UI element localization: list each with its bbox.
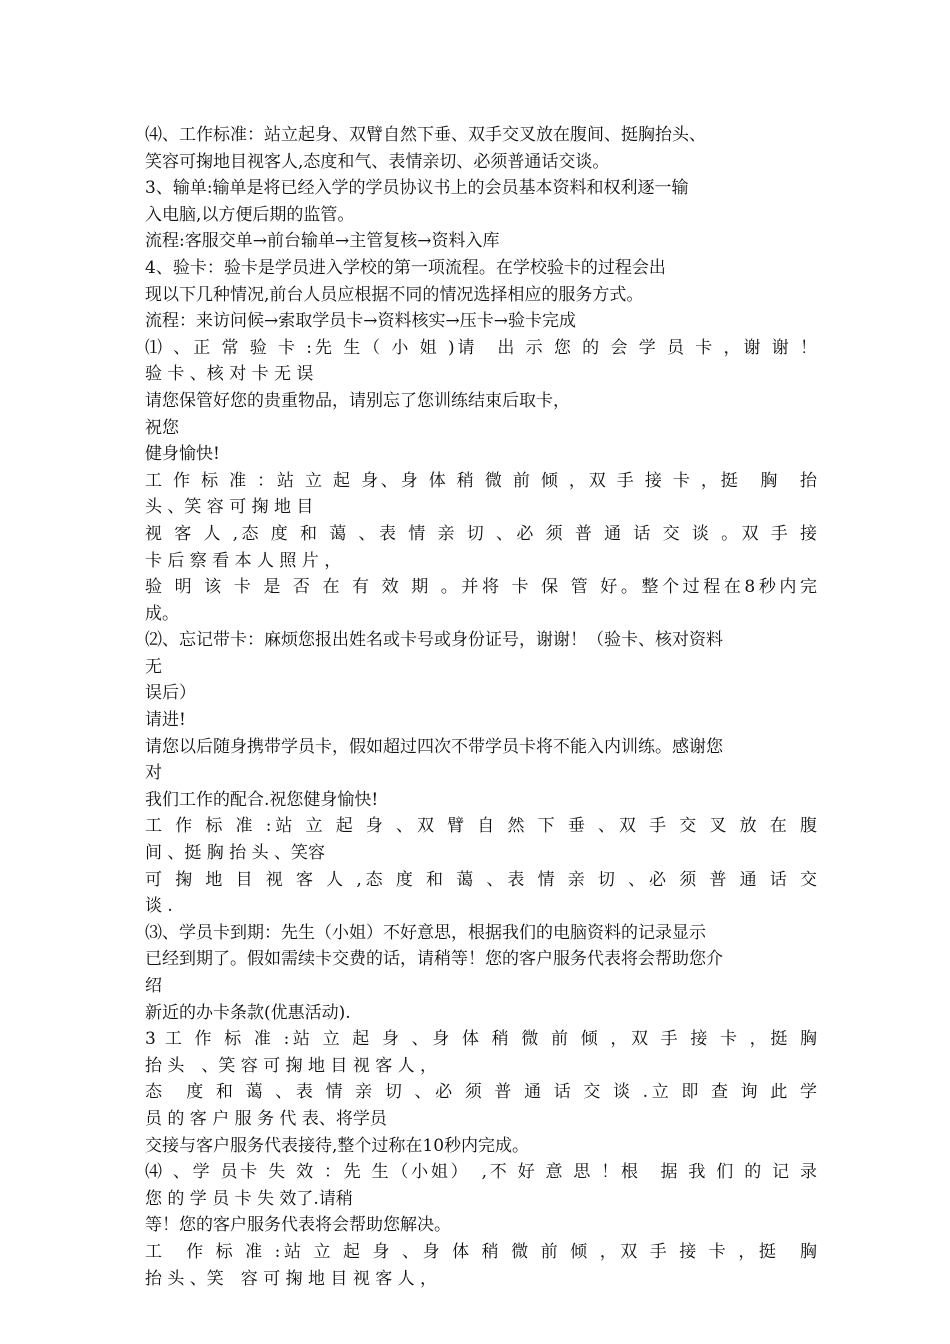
text-line: 流程:客服交单→前台输单→主管复核→资料入库 bbox=[145, 231, 500, 252]
text-line: 3、输单:输单是将已经入学的学员协议书上的会员基本资料和权利逐一输 bbox=[145, 178, 689, 199]
text-line: 验 明 该 卡 是 否 在 有 效 期 。并将 卡 保 管 好。整个过程在8秒内完 bbox=[145, 577, 817, 598]
text-line: 请您以后随身携带学员卡，假如超过四次不带学员卡将不能入内训练。感谢您 bbox=[145, 736, 723, 757]
text-line: 我们工作的配合.祝您健身愉快! bbox=[145, 789, 379, 810]
text-line: 头 、笑 容 可 掬 地 目 bbox=[145, 497, 314, 518]
text-line: 健身愉快! bbox=[145, 444, 220, 465]
text-line: 现以下几种情况,前台人员应根据不同的情况选择相应的服务方式。 bbox=[145, 284, 644, 305]
text-line: 您 的 学 员 卡 失 效了.请稍 bbox=[145, 1188, 353, 1209]
text-line: 抬 头 、笑 容 可 掬 地 目 视 客 人 ， bbox=[145, 1268, 438, 1289]
text-line: 请您保管好您的贵重物品，请别忘了您训练结束后取卡， bbox=[145, 390, 570, 411]
text-line: 验 卡 、核 对 卡 无 误 bbox=[145, 364, 314, 385]
text-line: 可 掬 地 目 视 客 人 ,态 度 和 蔼 、表 情 亲 切 、必 须 普 通 话 交 bbox=[145, 869, 817, 890]
text-line: 请进! bbox=[145, 710, 186, 731]
text-line: 成。 bbox=[145, 603, 179, 624]
text-line: 谈 . bbox=[145, 896, 173, 917]
document-body bbox=[145, 122, 817, 1292]
text-line: 员 的 客 户 服 务 代 表、将学员 bbox=[145, 1108, 387, 1129]
text-line: 绍 bbox=[145, 976, 162, 996]
text-line: 无 bbox=[145, 656, 162, 677]
text-line: 误后） bbox=[145, 683, 196, 704]
text-line: ⑷ 、学 员卡 失 效 ：先 生（小姐） ,不 好 意 思 ！根 据 我 们 的 记 录 bbox=[145, 1162, 817, 1183]
text-line: 等！您的客户服务代表将会帮助您解决。 bbox=[145, 1215, 451, 1236]
text-line: 3 工 作 标 准 :站 立 起 身 、身 体 稍 微 前 倾 ，双 手 接 卡 ，挺 胸 bbox=[145, 1029, 817, 1050]
text-line: 对 bbox=[145, 763, 162, 784]
text-line: 已经到期了。假如需续卡交费的话，请稍等！您的客户服务代表将会帮助您介 bbox=[145, 949, 723, 970]
text-line: 态 度 和 蔼 、表 情 亲 切 、必 须 普 通 话 交 谈 .立 即 查 询 此 学 bbox=[145, 1082, 817, 1103]
text-line: 流程：来访问候→索取学员卡→资料核实→压卡→验卡完成 bbox=[145, 311, 576, 332]
text-line: ⑷、工作标准：站立起身、双臂自然下垂、双手交叉放在腹间、挺胸抬头、 bbox=[145, 125, 706, 145]
text-line: 新近的办卡条款(优惠活动). bbox=[145, 1002, 351, 1023]
text-line: 工 作 标 准 :站 立 起 身 、双 臂 自 然 下 垂 、双 手 交 叉 放 在 腹 bbox=[145, 816, 817, 837]
text-line: 笑容可掬地目视客人,态度和气、表情亲切、必须普通话交谈。 bbox=[145, 151, 610, 172]
text-line: ⑵、忘记带卡：麻烦您报出姓名或卡号或身份证号，谢谢！（验卡、核对资料 bbox=[145, 630, 723, 651]
text-line: 抬 头 、笑 容 可 掬 地 目 视 客 人 ， bbox=[145, 1055, 438, 1076]
text-line: 工 作 标 准 ：站 立 起 身、身 体 稍 微 前 倾 ，双 手 接 卡 ，挺 胸 抬 bbox=[145, 470, 817, 491]
text-line: 间 、挺 胸 抬 头 、笑容 bbox=[145, 843, 326, 864]
text-line: 工 作 标 准 :站 立 起 身 、身 体 稍 微 前 倾 ，双 手 接 卡 ，挺 胸 bbox=[145, 1241, 817, 1262]
text-line: 交接与客户服务代表接待,整个过称在10秒内完成。 bbox=[145, 1135, 530, 1156]
text-line: 4、验卡：验卡是学员进入学校的第一项流程。在学校验卡的过程会出 bbox=[145, 257, 666, 278]
text-line: 卡 后 察 看 本 人 照 片 ， bbox=[145, 550, 342, 571]
text-line: ⑶、学员卡到期：先生（小姐）不好意思，根据我们的电脑资料的记录显示 bbox=[145, 922, 706, 943]
text-line: 祝您 bbox=[145, 417, 179, 438]
text-line: 视 客 人 ,态 度 和 蔼 、表 情 亲 切 、必 须 普 通 话 交 谈 。双 手 接 bbox=[145, 523, 817, 544]
text-line: 入电脑,以方便后期的监管。 bbox=[145, 204, 355, 225]
text-line: ⑴ 、正 常 验 卡 :先 生（ 小 姐 )请 出 示 您 的 会 学 员 卡 ，谢 谢 ！ bbox=[145, 337, 817, 358]
